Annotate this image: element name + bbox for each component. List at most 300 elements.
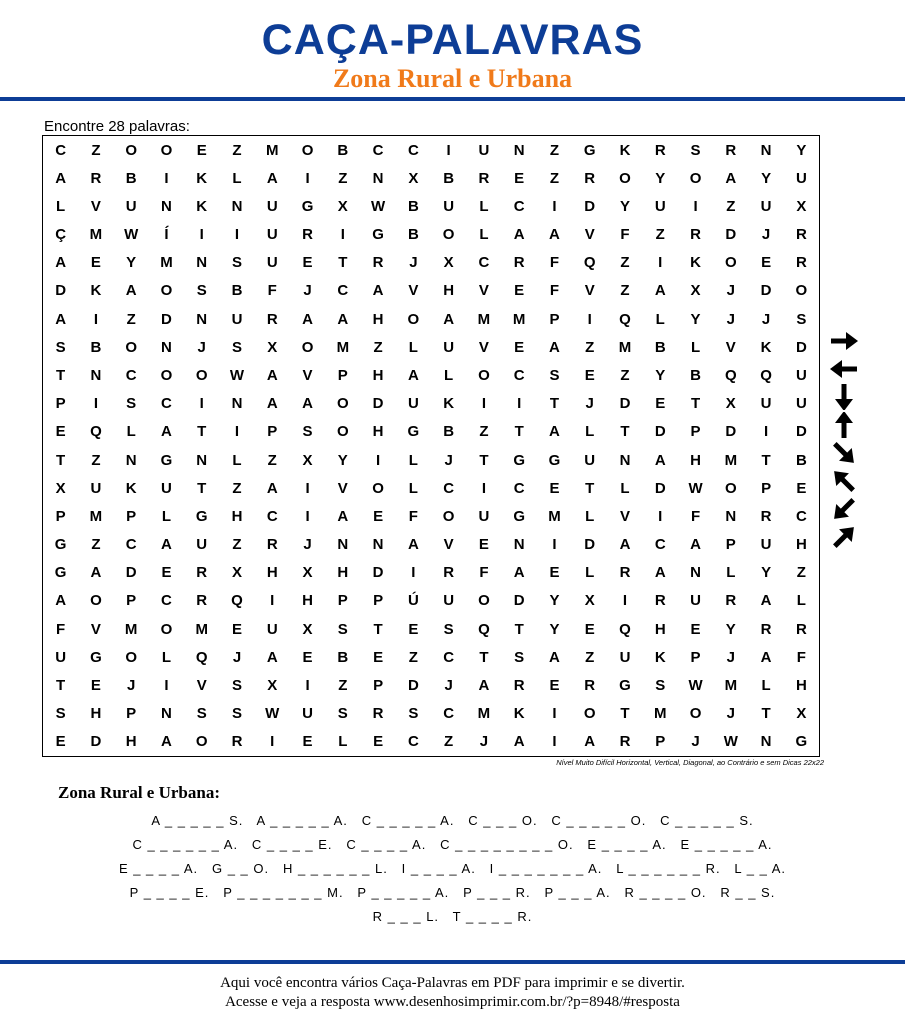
grid-cell: M <box>724 677 738 695</box>
grid-cell: A <box>760 648 772 666</box>
grid-cell: E <box>761 254 772 272</box>
grid-cell: H <box>125 733 137 751</box>
arrow-down-left-icon <box>826 496 862 522</box>
grid-cell: A <box>337 507 349 525</box>
grid-cell: S <box>196 282 207 300</box>
grid-cell: X <box>725 395 736 413</box>
grid-cell: K <box>654 648 666 666</box>
grid-cell: G <box>795 733 808 751</box>
grid-cell: B <box>443 169 455 187</box>
grid-cell: I <box>305 169 310 187</box>
arrow-down-right-icon <box>826 440 862 466</box>
grid-cell: T <box>56 367 66 385</box>
grid-cell: D <box>795 423 807 441</box>
grid-cell: R <box>513 677 525 695</box>
grid-cell: K <box>513 705 525 723</box>
grid-cell: R <box>795 254 807 272</box>
grid-cell: E <box>373 733 384 751</box>
grid-cell: K <box>196 169 208 187</box>
grid-cell: Z <box>444 733 454 751</box>
grid-cell: Z <box>655 226 665 244</box>
grid-cell: E <box>514 282 525 300</box>
grid-cell: K <box>619 141 631 159</box>
grid-cell: N <box>372 536 384 554</box>
grid-cell: V <box>196 677 207 695</box>
grid-cell: J <box>127 677 136 695</box>
grid-cell: S <box>196 705 207 723</box>
arrow-up-icon <box>826 412 862 438</box>
grid-cell: Q <box>724 367 737 385</box>
grid-cell: Z <box>726 197 736 215</box>
grid-cell: D <box>654 479 666 497</box>
grid-cell: C <box>478 254 490 272</box>
grid-cell: E <box>478 536 489 554</box>
grid-cell: M <box>618 338 632 356</box>
grid-cell: A <box>266 169 278 187</box>
grid-cell: R <box>90 169 102 187</box>
grid-cell: I <box>658 507 663 525</box>
grid-cell: X <box>796 705 807 723</box>
grid-cell: U <box>266 197 278 215</box>
grid-cell: X <box>796 197 807 215</box>
grid-cell: C <box>125 367 137 385</box>
grid-cell: C <box>795 507 807 525</box>
grid-cell: D <box>372 564 384 582</box>
grid-cell: I <box>270 592 275 610</box>
grid-cell: Z <box>585 648 595 666</box>
grid-cell: E <box>55 423 66 441</box>
word-list-row: A _ _ _ _ _ S. A _ _ _ _ _ A. C _ _ _ _ _ A. C _ _ _ O. C _ _ _ _ _ O. C _ _ _ _ _ S. <box>151 813 754 828</box>
grid-cell: I <box>552 733 557 751</box>
grid-cell: S <box>302 423 313 441</box>
grid-cell: V <box>584 282 595 300</box>
grid-cell: Z <box>620 254 630 272</box>
grid-cell: L <box>408 451 418 469</box>
grid-cell: E <box>373 648 384 666</box>
grid-cell: J <box>726 705 735 723</box>
grid-cell: K <box>196 197 208 215</box>
grid-cell: N <box>619 451 631 469</box>
grid-cell: L <box>655 310 665 328</box>
grid-cell: A <box>125 282 137 300</box>
grid-cell: E <box>90 254 101 272</box>
grid-cell: T <box>479 648 489 666</box>
grid-cell: C <box>266 507 278 525</box>
grid-cell: X <box>408 169 419 187</box>
grid-cell: I <box>270 733 275 751</box>
grid-cell: S <box>337 705 348 723</box>
grid-cell: A <box>654 451 666 469</box>
grid-cell: P <box>337 367 348 385</box>
grid-cell: I <box>93 395 98 413</box>
grid-cell: C <box>443 705 455 723</box>
grid-cell: U <box>795 169 807 187</box>
grid-cell: I <box>376 451 381 469</box>
grid-cell: I <box>552 705 557 723</box>
grid-cell: G <box>90 648 102 666</box>
grid-cell: M <box>124 620 138 638</box>
grid-cell: V <box>302 367 313 385</box>
grid-cell: I <box>305 507 310 525</box>
grid-cell: Z <box>549 141 560 159</box>
grid-cell: J <box>726 282 735 300</box>
word-list-row: C _ _ _ _ _ _ A. C _ _ _ _ E. C _ _ _ _ A. C _ _ _ _ _ _ _ _ O. E _ _ _ _ A. E _ _ _ _ _ A. <box>132 837 773 852</box>
grid-cell: N <box>513 536 525 554</box>
grid-cell: T <box>338 254 348 272</box>
grid-cell: T <box>197 423 207 441</box>
grid-cell: B <box>654 338 666 356</box>
grid-cell: S <box>55 338 66 356</box>
grid-cell: O <box>301 141 314 159</box>
grid-cell: E <box>373 507 384 525</box>
grid-cell: D <box>55 282 67 300</box>
grid-cell: G <box>372 226 384 244</box>
grid-cell: N <box>196 310 208 328</box>
grid-cell: U <box>619 648 631 666</box>
grid-cell: O <box>689 169 702 187</box>
grid-cell: L <box>796 592 806 610</box>
grid-cell: R <box>584 169 596 187</box>
grid-cell: I <box>693 197 698 215</box>
grid-cell: E <box>408 620 419 638</box>
grid-cell: G <box>54 564 67 582</box>
grid-cell: P <box>267 423 278 441</box>
grid-cell: A <box>549 423 560 441</box>
grid-cell: A <box>407 367 419 385</box>
grid-cell: U <box>795 395 807 413</box>
grid-cell: J <box>303 282 312 300</box>
grid-cell: N <box>372 169 384 187</box>
grid-cell: S <box>549 367 560 385</box>
grid-cell: E <box>161 564 172 582</box>
grid-cell: I <box>411 564 416 582</box>
grid-cell: T <box>761 451 771 469</box>
footer-line: Aqui você encontra vários Caça-Palavras em PDF para imprimir e se divertir. <box>220 975 685 991</box>
grid-cell: Z <box>620 367 630 385</box>
grid-cell: X <box>231 564 242 582</box>
grid-cell: A <box>302 395 313 413</box>
grid-cell: C <box>443 479 455 497</box>
grid-cell: H <box>90 705 102 723</box>
grid-cell: C <box>161 592 172 610</box>
grid-cell: J <box>409 254 418 272</box>
grid-cell: V <box>584 226 595 244</box>
grid-cell: I <box>587 310 592 328</box>
grid-cell: N <box>513 141 525 159</box>
grid-cell: U <box>161 479 172 497</box>
grid-cell: U <box>795 367 807 385</box>
grid-cell: J <box>303 536 312 554</box>
grid-cell: U <box>55 648 67 666</box>
grid-cell: E <box>549 564 560 582</box>
grid-cell: A <box>266 479 278 497</box>
grid-cell: B <box>407 226 419 244</box>
grid-cell: F <box>479 564 489 582</box>
grid-cell: Q <box>619 310 631 328</box>
grid-cell: I <box>622 592 628 610</box>
grid-cell: T <box>56 451 66 469</box>
grid-cell: B <box>407 197 419 215</box>
grid-cell: M <box>89 226 103 244</box>
arrow-right-icon <box>826 328 862 354</box>
footer <box>0 974 905 1012</box>
grid-cell: I <box>305 479 310 497</box>
grid-cell: C <box>513 479 525 497</box>
grid-cell: U <box>90 479 102 497</box>
grid-cell: Z <box>549 169 560 187</box>
grid-cell: A <box>161 423 172 441</box>
grid-cell: X <box>302 620 313 638</box>
grid-cell: Z <box>232 479 242 497</box>
grid-cell: S <box>690 141 701 159</box>
grid-cell: O <box>195 733 208 751</box>
grid-cell: T <box>549 395 560 413</box>
grid-cell: U <box>760 536 772 554</box>
grid-cell: Q <box>583 254 596 272</box>
grid-cell: Y <box>725 620 736 638</box>
grid-cell: S <box>231 338 242 356</box>
arrow-up-left-icon <box>826 468 862 494</box>
grid-cell: L <box>585 507 595 525</box>
grid-cell: Z <box>338 677 348 695</box>
grid-cell: D <box>584 536 596 554</box>
grid-cell: X <box>443 254 454 272</box>
grid-cell: Q <box>478 620 490 638</box>
grid-cell: J <box>726 648 735 666</box>
grid-cell: L <box>338 733 348 751</box>
grid-cell: O <box>90 592 102 610</box>
grid-cell: H <box>654 620 666 638</box>
grid-cell: L <box>408 479 418 497</box>
grid-cell: J <box>232 648 242 666</box>
grid-cell: F <box>690 507 701 525</box>
grid-cell: H <box>231 507 243 525</box>
grid-cell: Y <box>619 197 630 215</box>
grid-cell: L <box>126 423 136 441</box>
grid-cell: B <box>690 367 701 385</box>
grid-cell: E <box>231 620 242 638</box>
grid-cell: B <box>443 423 455 441</box>
grid-cell: O <box>160 367 173 385</box>
grid-cell: L <box>56 197 66 215</box>
grid-cell: E <box>90 677 101 695</box>
grid-cell: O <box>795 282 808 300</box>
grid-cell: A <box>549 338 560 356</box>
grid-cell: E <box>196 141 207 159</box>
grid-cell: U <box>760 395 772 413</box>
instructions-text: Encontre 28 palavras: <box>44 118 190 135</box>
grid-cell: U <box>443 197 455 215</box>
grid-cell: B <box>90 338 102 356</box>
grid-cell: J <box>444 677 453 695</box>
grid-cell: J <box>726 310 735 328</box>
grid-cell: Z <box>126 310 136 328</box>
grid-cell: Y <box>690 310 701 328</box>
grid-cell: G <box>513 507 525 525</box>
grid-cell: H <box>690 451 701 469</box>
grid-cell: I <box>234 423 240 441</box>
grid-cell: U <box>443 338 455 356</box>
grid-cell: P <box>337 592 348 610</box>
grid-cell: T <box>620 423 630 441</box>
grid-cell: P <box>761 479 772 497</box>
grid-cell: L <box>232 451 242 469</box>
page-title: CAÇA-PALAVRAS <box>261 16 644 64</box>
grid-cell: M <box>266 141 279 159</box>
grid-cell: A <box>407 536 419 554</box>
grid-cell: Y <box>761 564 772 582</box>
grid-cell: P <box>549 310 560 328</box>
grid-cell: X <box>584 592 595 610</box>
grid-cell: C <box>125 536 137 554</box>
grid-cell: W <box>688 479 703 497</box>
grid-cell: L <box>444 367 454 385</box>
grid-cell: S <box>796 310 807 328</box>
grid-cell: E <box>302 733 313 751</box>
grid-cell: H <box>372 367 384 385</box>
grid-cell: N <box>125 451 137 469</box>
grid-cell: D <box>407 677 419 695</box>
grid-cell: A <box>549 226 560 244</box>
grid-cell: A <box>654 564 666 582</box>
grid-cell: P <box>725 536 736 554</box>
grid-cell: K <box>690 254 701 272</box>
grid-cell: O <box>160 620 173 638</box>
grid-cell: Z <box>585 338 595 356</box>
grid-cell: H <box>302 592 313 610</box>
grid-cell: N <box>231 197 243 215</box>
header-divider <box>0 97 905 101</box>
grid-cell: J <box>691 733 700 751</box>
grid-cell: P <box>655 733 666 751</box>
grid-cell: R <box>760 620 772 638</box>
grid-cell: G <box>583 141 596 159</box>
grid-cell: E <box>302 254 313 272</box>
grid-cell: R <box>443 564 455 582</box>
grid-cell: G <box>619 677 631 695</box>
grid-cell: N <box>760 733 772 751</box>
grid-cell: U <box>584 451 596 469</box>
word-list-row: P _ _ _ _ E. P _ _ _ _ _ _ _ M. P _ _ _ _ _ A. P _ _ _ R. P _ _ _ A. R _ _ _ _ O. R _ _ S. <box>129 885 776 900</box>
grid-cell: M <box>477 705 491 723</box>
grid-cell: Q <box>90 423 102 441</box>
grid-cell: L <box>726 564 736 582</box>
grid-cell: I <box>517 395 522 413</box>
grid-cell: R <box>725 141 737 159</box>
grid-cell: V <box>443 536 454 554</box>
difficulty-note: Nível Muito Difícil Horizontal, Vertical, Diagonal, ao Contrário e sem Dicas 22x22 <box>556 758 824 767</box>
grid-cell: N <box>725 507 737 525</box>
grid-cell: F <box>408 507 418 525</box>
grid-cell: N <box>196 254 208 272</box>
grid-cell: J <box>585 395 594 413</box>
grid-cell: D <box>90 733 102 751</box>
grid-cell: W <box>265 705 280 723</box>
grid-cell: S <box>231 677 242 695</box>
grid-cell: M <box>548 507 561 525</box>
grid-cell: Y <box>549 620 560 638</box>
grid-cell: A <box>55 169 67 187</box>
grid-cell: D <box>619 395 631 413</box>
grid-cell: C <box>407 141 419 159</box>
grid-cell: R <box>654 141 666 159</box>
grid-cell: L <box>585 423 595 441</box>
grid-cell: V <box>478 338 489 356</box>
grid-cell: I <box>93 310 98 328</box>
grid-cell: M <box>477 310 491 328</box>
grid-cell: F <box>267 282 277 300</box>
grid-cell: O <box>407 310 420 328</box>
grid-cell: N <box>161 705 172 723</box>
grid-cell: R <box>584 677 596 695</box>
grid-cell: J <box>761 310 771 328</box>
grid-cell: G <box>160 451 173 469</box>
grid-cell: P <box>126 705 137 723</box>
grid-cell: R <box>513 254 525 272</box>
grid-cell: A <box>337 310 349 328</box>
grid-cell: R <box>690 226 701 244</box>
grid-cell: A <box>619 536 631 554</box>
grid-cell: T <box>373 620 383 638</box>
grid-cell: E <box>55 733 66 751</box>
grid-cell: O <box>442 507 455 525</box>
grid-cell: I <box>446 141 451 159</box>
grid-cell: K <box>90 282 102 300</box>
grid-cell: Z <box>91 536 101 554</box>
grid-cell: E <box>549 677 560 695</box>
grid-cell: O <box>724 254 737 272</box>
grid-cell: T <box>761 705 771 723</box>
grid-cell: U <box>266 620 278 638</box>
grid-cell: F <box>549 282 560 300</box>
grid-cell: H <box>372 310 384 328</box>
grid-cell: O <box>160 141 173 159</box>
grid-cell: X <box>690 282 701 300</box>
grid-cell: N <box>690 564 701 582</box>
grid-cell: Z <box>232 536 242 554</box>
grid-cell: A <box>161 733 172 751</box>
grid-cell: M <box>195 620 208 638</box>
grid-cell: A <box>55 254 67 272</box>
grid-cell: J <box>761 226 771 244</box>
grid-cell: E <box>655 395 666 413</box>
grid-cell: U <box>690 592 701 610</box>
grid-cell: N <box>231 395 243 413</box>
grid-cell: D <box>372 395 384 413</box>
grid-cell: M <box>89 507 103 525</box>
grid-cell: U <box>231 310 243 328</box>
grid-cell: Z <box>338 169 348 187</box>
grid-cell: E <box>796 479 807 497</box>
grid-cell: E <box>584 620 595 638</box>
grid-cell: L <box>479 197 489 215</box>
grid-cell: N <box>161 197 172 215</box>
grid-cell: H <box>795 677 807 695</box>
grid-cell: K <box>760 338 772 356</box>
grid-cell: U <box>443 592 455 610</box>
grid-cell: S <box>514 648 525 666</box>
grid-cell: X <box>267 677 278 695</box>
grid-cell: W <box>688 677 703 695</box>
grid-cell: L <box>479 226 489 244</box>
grid-cell: A <box>584 733 596 751</box>
grid-cell: O <box>724 479 737 497</box>
grid-cell: I <box>481 479 486 497</box>
grid-cell: S <box>55 705 66 723</box>
grid-cell: C <box>443 648 455 666</box>
grid-cell: C <box>55 141 67 159</box>
grid-cell: P <box>690 423 701 441</box>
